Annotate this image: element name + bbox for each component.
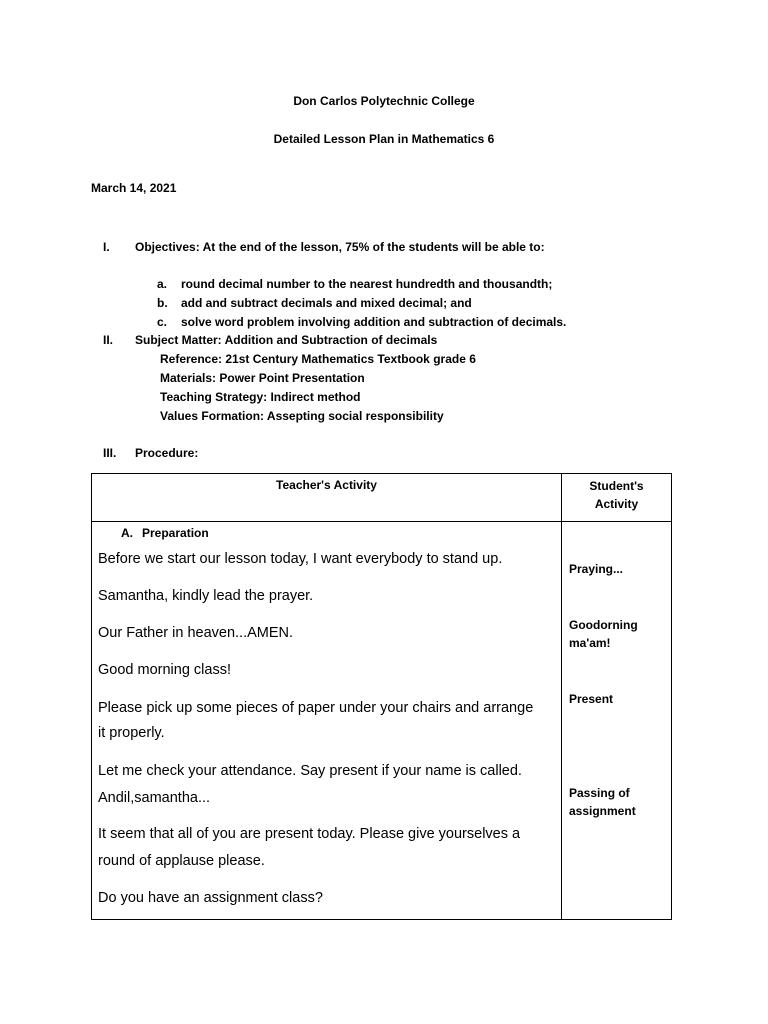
objective-item: round decimal number to the nearest hundredth and thousandth; [181, 277, 553, 291]
student-activity-header: Student's Activity [562, 474, 672, 522]
subject-matter-heading: Subject Matter: Addition and Subtraction of decimals [135, 333, 438, 347]
materials-line: Materials: Power Point Presentation [160, 371, 365, 385]
procedure-numeral: III. [103, 446, 117, 460]
teacher-line: it properly. [98, 725, 165, 741]
teacher-activity-header: Teacher's Activity [92, 474, 562, 522]
teacher-line: Our Father in heaven...AMEN. [98, 625, 294, 641]
teacher-line: Andil,samantha... [98, 790, 211, 806]
teaching-strategy-line: Teaching Strategy: Indirect method [160, 390, 361, 404]
school-name: Don Carlos Polytechnic College [293, 94, 475, 108]
lesson-date: March 14, 2021 [91, 181, 177, 195]
values-formation-line: Values Formation: Assepting social responsibility [160, 409, 444, 423]
student-response: Goodorning ma'am! [569, 618, 638, 650]
student-response: Praying... [569, 562, 624, 576]
student-response: Passing of assignment [569, 786, 636, 818]
teacher-line: Do you have an assignment class? [98, 890, 323, 906]
objective-item: solve word problem involving addition and subtraction of decimals. [181, 315, 567, 329]
subject-matter-numeral: II. [103, 333, 114, 347]
teacher-line: Samantha, kindly lead the prayer. [98, 588, 314, 604]
objective-letter: c. [157, 315, 168, 329]
procedure-table [91, 473, 672, 920]
student-activity-cell [562, 522, 672, 920]
teacher-line: It seem that all of you are present today. Please give yourselves a [98, 826, 521, 842]
teacher-line: round of applause please. [98, 853, 265, 869]
teacher-line: Good morning class! [98, 662, 231, 678]
teacher-line: Please pick up some pieces of paper under your chairs and arrange [98, 700, 534, 716]
reference-line: Reference: 21st Century Mathematics Textbook grade 6 [160, 352, 476, 366]
objective-item: add and subtract decimals and mixed decimal; and [181, 296, 472, 310]
objectives-heading: Objectives: At the end of the lesson, 75% of the students will be able to: [135, 240, 545, 254]
document-title: Detailed Lesson Plan in Mathematics 6 [273, 132, 495, 146]
procedure-heading: Procedure: [135, 446, 199, 460]
objectives-numeral: I. [103, 240, 110, 254]
teacher-line: Let me check your attendance. Say present if your name is called. [98, 763, 522, 779]
student-response: Present [569, 692, 614, 706]
teacher-activity-cell: A. Preparation Before we start our lesson today, I want everybody to stand up. Samantha, kindly lead the prayer. Our Father in heaven...AMEN. Good morning class! Please pick up some pieces of paper under your chairs and arrange it properly. Let me check your attendance. Say present if your name is called. Andil,samantha... It seem that all of you are present today. Please give yourselves a round of applause please. Do you have an assignment class? [92, 522, 562, 920]
objective-letter: a. [157, 277, 168, 291]
objective-letter: b. [157, 296, 168, 310]
teacher-line: Before we start our lesson today, I want everybody to stand up. [98, 551, 503, 567]
